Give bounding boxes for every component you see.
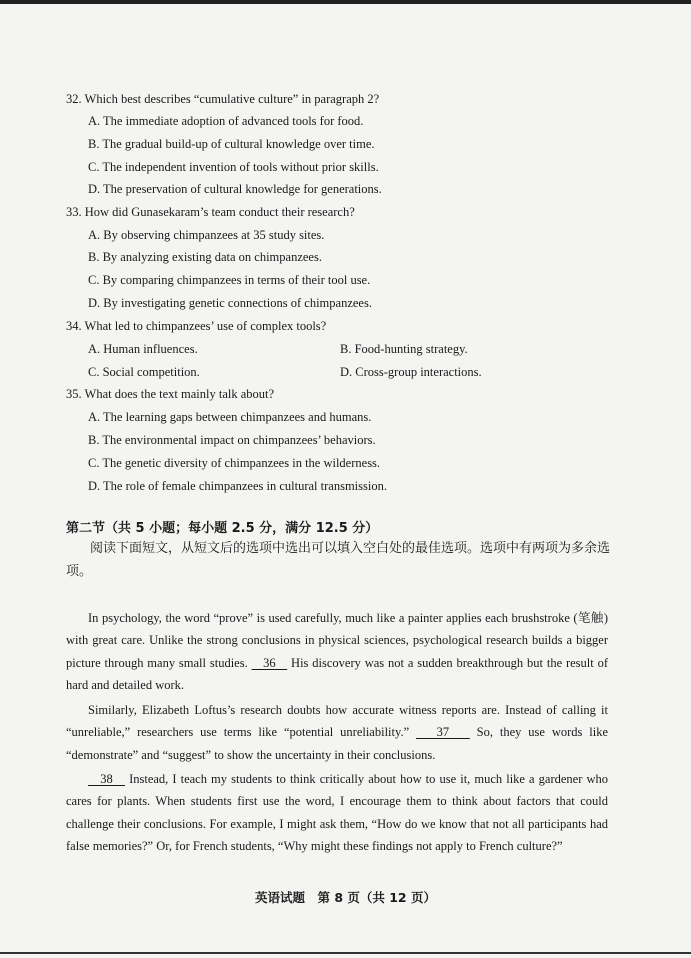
passage-text: Similarly, Elizabeth Loftus’s research doubts how accurate witness reports are. Instead of calling it “unreliable,” researchers use terms like “potential unreliability.” bbox=[66, 703, 608, 740]
question-33-option-b: B. By analyzing existing data on chimpanzees. bbox=[88, 250, 322, 264]
section-title: 第二节（共 5 小题；每小题 2.5 分，满分 12.5 分） bbox=[66, 521, 379, 536]
question-32-option-a: A. The immediate adoption of advanced tools for food. bbox=[88, 114, 364, 128]
question-35-option-a: A. The learning gaps between chimpanzees and humans. bbox=[88, 410, 372, 424]
section-instruction: 阅读下面短文，从短文后的选项中选出可以填入空白处的最佳选项。选项中有两项为多余选项。 bbox=[66, 541, 611, 579]
question-34-option-a: A. Human influences. bbox=[88, 342, 198, 356]
question-33-option-d: D. By investigating genetic connections of chimpanzees. bbox=[88, 296, 372, 310]
question-34-option-d: D. Cross-group interactions. bbox=[340, 365, 482, 379]
passage-text: Instead, I teach my students to think critically about how to use it, much like a gardener who cares for plants. When students first use the word, I encourage them to think about factors that could challenge their conclusions. For example, I might ask them, “How do we know that not all participants had false memories?” Or, for French students, “Why might these findings not apply to French culture?” bbox=[66, 772, 609, 853]
blank-36[interactable]: 36 bbox=[251, 655, 288, 670]
question-33-option-a: A. By observing chimpanzees at 35 study sites. bbox=[88, 228, 325, 242]
question-35-option-d: D. The role of female chimpanzees in cultural transmission. bbox=[88, 479, 387, 493]
passage-paragraph-3 bbox=[66, 768, 608, 857]
bottom-edge-rule bbox=[0, 952, 691, 954]
passage-text: In psychology, the word “prove” is used carefully, much like a painter applies each brushstroke (笔触) with great care. Unlike the strong conclusions in physical sciences, psychological research builds a bigger picture through many small studies. bbox=[66, 611, 608, 670]
question-32-stem: 32. Which best describes “cumulative culture” in paragraph 2? bbox=[66, 92, 380, 106]
question-34-stem: 34. What led to chimpanzees’ use of complex tools? bbox=[66, 319, 327, 333]
question-35-stem: 35. What does the text mainly talk about? bbox=[66, 387, 275, 401]
question-33-stem: 33. How did Gunasekaram’s team conduct their research? bbox=[66, 205, 355, 219]
question-32-option-d: D. The preservation of cultural knowledge for generations. bbox=[88, 182, 382, 196]
question-32-option-b: B. The gradual build-up of cultural knowledge over time. bbox=[88, 137, 375, 151]
question-35-option-c: C. The genetic diversity of chimpanzees in the wilderness. bbox=[88, 456, 381, 470]
passage-text: His discovery was not a sudden breakthrough but the result of hard and detailed work. bbox=[66, 655, 609, 692]
question-32-option-c: C. The independent invention of tools without prior skills. bbox=[88, 160, 379, 174]
page-footer: 英语试题 第 8 页（共 12 页） bbox=[254, 890, 436, 905]
passage-paragraph-2 bbox=[66, 699, 608, 766]
blank-38[interactable]: 38 bbox=[88, 772, 125, 786]
passage-text: So, they use words like “demonstrate” and “suggest” to show the uncertainty in their conclusions. bbox=[66, 725, 609, 762]
question-34-option-b: B. Food-hunting strategy. bbox=[340, 342, 468, 356]
passage-paragraph-1 bbox=[66, 607, 608, 696]
blank-37[interactable]: 37 bbox=[416, 725, 470, 740]
question-35-option-b: B. The environmental impact on chimpanzees’ behaviors. bbox=[88, 433, 376, 447]
question-33-option-c: C. By comparing chimpanzees in terms of their tool use. bbox=[88, 273, 371, 287]
question-34-option-c: C. Social competition. bbox=[88, 365, 200, 379]
top-edge-rule bbox=[0, 0, 691, 4]
